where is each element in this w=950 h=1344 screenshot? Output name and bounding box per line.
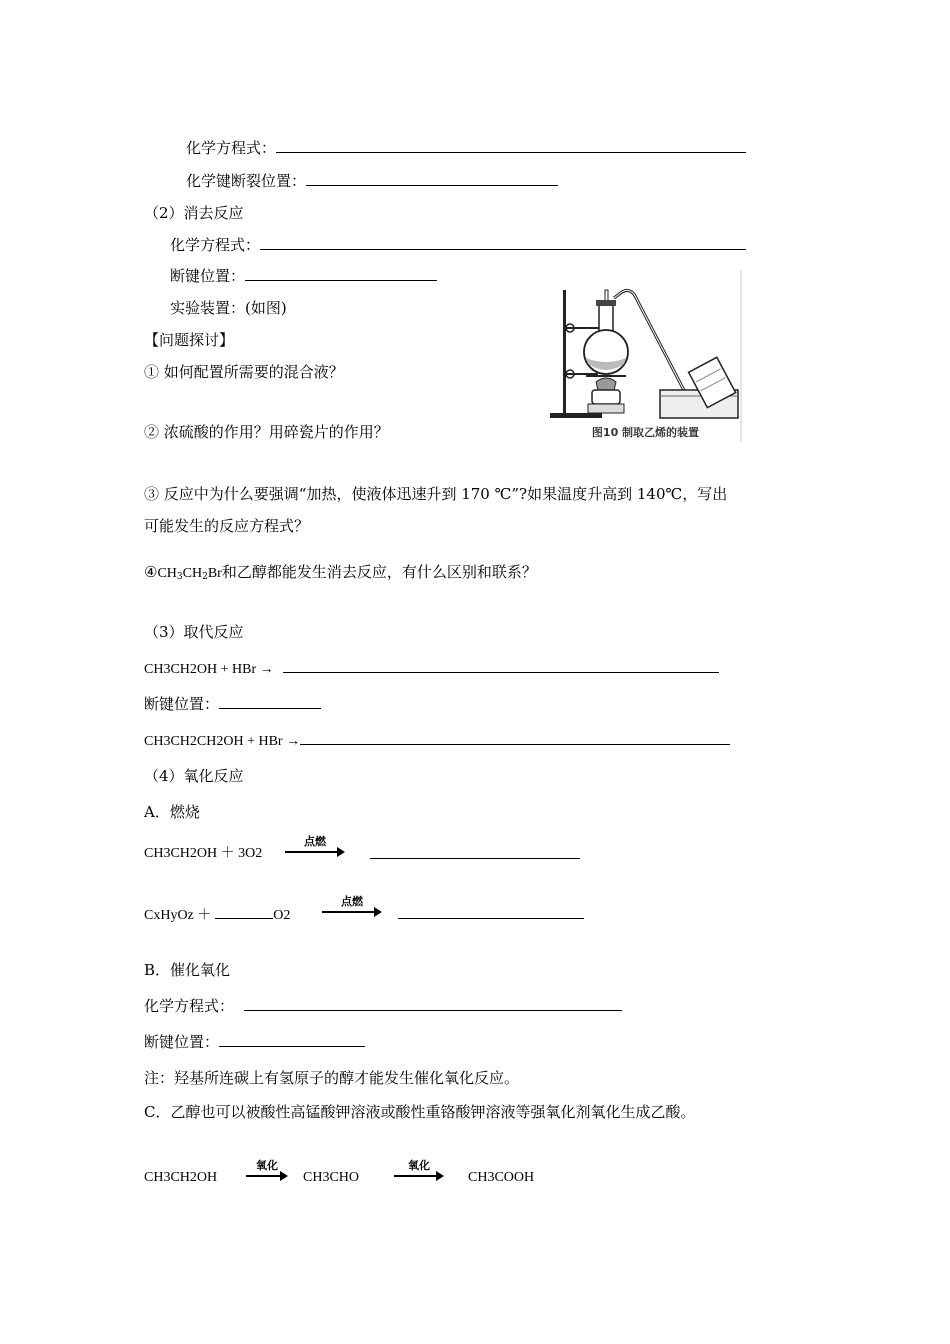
- ignite-arrow: [322, 896, 382, 920]
- question-3-line-1: ③ 反应中为什么要强调“加热，使液体迅速升到 170 ℃”?如果温度升高到 140℃，写出: [144, 485, 728, 503]
- bond-position-label: 断键位置：: [170, 267, 246, 285]
- reaction-lhs: CH3CH2CH2OH + HBr →: [144, 734, 301, 749]
- figure-caption: 图10 制取乙烯的装置: [591, 426, 700, 439]
- subheading-catalytic-oxidation: B．催化氧化: [144, 961, 231, 979]
- bond-position-line: [144, 1032, 365, 1052]
- question-3-line-2: 可能发生的反应方程式？: [144, 517, 310, 535]
- answer-blank[interactable]: [260, 235, 746, 250]
- oxidation-chain-acetic-acid: CH3COOH: [468, 1170, 535, 1185]
- stand-base: [550, 413, 602, 418]
- section-heading-substitution: （3）取代反应: [144, 623, 244, 641]
- oxidize-label: 氧化: [256, 1159, 278, 1172]
- bond-position-label: 断键位置：: [144, 695, 220, 713]
- question-2: ② 浓硫酸的作用？用碎瓷片的作用？: [144, 423, 389, 441]
- answer-blank[interactable]: [215, 904, 273, 919]
- bond-position-label: 断键位置：: [144, 1033, 220, 1051]
- ignite-label: 点燃: [341, 895, 363, 908]
- equation-label: 化学方程式：: [144, 997, 235, 1015]
- equation-line: [186, 138, 746, 158]
- note-text: 注：羟基所连碳上有氢原子的醇才能发生催化氧化反应。: [144, 1069, 520, 1087]
- ignite-arrow: [285, 836, 345, 860]
- section-heading-oxidation: （4）氧化反应: [144, 767, 244, 785]
- subheading-combustion: A．燃烧: [144, 803, 200, 821]
- answer-blank[interactable]: [219, 694, 321, 709]
- apparatus-label: 实验装置：(如图): [170, 299, 287, 317]
- strong-oxidant-text: C．乙醇也可以被酸性高锰酸钾溶液或酸性重铬酸钾溶液等强氧化剂氧化生成乙酸。: [144, 1103, 696, 1121]
- equation-line: [144, 996, 622, 1016]
- equation-label: 化学方程式：: [186, 139, 277, 157]
- section-heading-elimination: （2）消去反应: [144, 204, 244, 222]
- question-1: ① 如何配置所需要的混合液？: [144, 363, 344, 381]
- ignite-label: 点燃: [304, 835, 326, 848]
- substitution-reaction-2: [144, 730, 730, 752]
- combustion-reaction-2-lhs: CxHyOz ＋ O2: [144, 904, 290, 926]
- combustion-reaction-1-lhs: CH3CH2OH ＋ 3O2: [144, 846, 263, 861]
- oxidation-chain-ethanol: CH3CH2OH: [144, 1170, 218, 1185]
- answer-blank[interactable]: [300, 730, 730, 745]
- bond-position-line: [186, 171, 558, 191]
- answer-blank[interactable]: [276, 138, 746, 153]
- equation-line: [170, 235, 746, 255]
- answer-blank[interactable]: [370, 844, 580, 859]
- answer-blank[interactable]: [398, 904, 584, 919]
- oxidize-arrow: [246, 1160, 288, 1184]
- oxidize-arrow: [394, 1160, 444, 1184]
- answer-blank[interactable]: [283, 658, 719, 673]
- bond-position-line: [144, 694, 321, 714]
- substitution-reaction-1: [144, 658, 719, 680]
- reaction-lhs: CH3CH2OH + HBr →: [144, 662, 274, 677]
- alcohol-lamp: [592, 390, 620, 404]
- answer-blank[interactable]: [306, 171, 558, 186]
- stopper: [596, 300, 616, 306]
- oxidation-chain-acetaldehyde: CH3CHO: [303, 1170, 360, 1185]
- answer-blank[interactable]: [245, 266, 437, 281]
- equation-label: 化学方程式：: [170, 236, 261, 254]
- bond-position-label: 化学键断裂位置：: [186, 172, 307, 190]
- discussion-heading: 【问题探讨】: [144, 331, 235, 349]
- bond-position-line: [170, 266, 437, 286]
- answer-blank[interactable]: [219, 1032, 365, 1047]
- oxidize-label: 氧化: [408, 1159, 430, 1172]
- apparatus-drawing: [548, 270, 743, 442]
- apparatus-figure: [548, 270, 743, 442]
- question-4: $④CH_3CH_2Br$和乙醇都能发生消去反应，有什么区别和联系？: [144, 563, 537, 582]
- stand-rod: [563, 290, 566, 414]
- answer-blank[interactable]: [244, 996, 622, 1011]
